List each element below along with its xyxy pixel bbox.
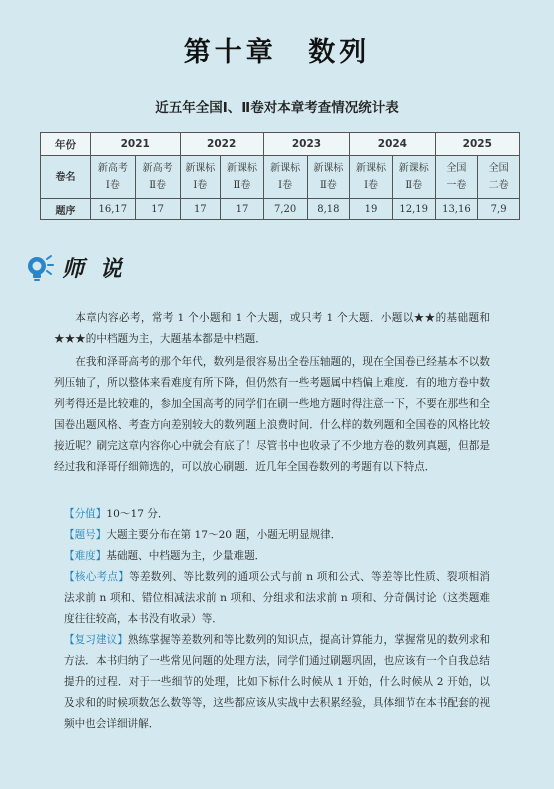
- feature-difficulty: [54, 546, 490, 567]
- order-cell: 13,16: [435, 199, 478, 220]
- order-cell: 19: [350, 199, 393, 220]
- paper-header: 卷名: [41, 156, 91, 199]
- feature-text: 基础题、中档题为主，少量难题．: [106, 550, 266, 562]
- year-cell: 2022: [180, 133, 263, 156]
- paper-cell: 全国 二卷: [478, 156, 520, 199]
- order-cell: 17: [135, 199, 180, 220]
- table-caption: 近五年全国Ⅰ、Ⅱ卷对本章考查情况统计表: [155, 100, 399, 116]
- paper-cell: 新高考 Ⅱ卷: [135, 156, 180, 199]
- paper-cell: 新课标 Ⅱ卷: [392, 156, 435, 199]
- order-cell: 7,9: [478, 199, 520, 220]
- paper-cell: 新课标 Ⅰ卷: [180, 156, 221, 199]
- year-header: 年份: [41, 133, 91, 156]
- feature-tag: 【核心考点】: [64, 571, 130, 583]
- year-cell: 2025: [435, 133, 519, 156]
- feature-text: 大题主要分布在第 17～20 题，小题无明显规律．: [106, 529, 342, 541]
- feature-text: 等差数列、等比数列的通项公式与前 n 项和公式、等差等比性质、裂项相消法求前 n 项和、错位相减法求前 n 项和、分组求和法求前 n 项和、分奇偶讨论（这类题难度往往较高，本书没有收录）等．: [64, 571, 491, 625]
- year-header-row: [41, 133, 520, 156]
- feature-tag: 【题号】: [64, 529, 107, 541]
- feature-text: 10～17 分．: [106, 508, 169, 520]
- feature-review-advice: [54, 630, 490, 735]
- feature-tag: 【难度】: [64, 550, 107, 562]
- paper-cell: 新课标 Ⅰ卷: [263, 156, 307, 199]
- order-header: 题序: [41, 199, 91, 220]
- feature-core-topics: [54, 567, 490, 630]
- order-cell: 17: [180, 199, 221, 220]
- feature-text: 熟练掌握等差数列和等比数列的知识点，提高计算能力，掌握常见的数列求和方法．本书归纳了一些常见问题的处理方法，同学们通过刷题巩固，也应该有一个自我总结提升的过程．对于一些细节的处理，比如下标什么时候从 1 开始，什么时候从 2 开始，以及求和的时候项数怎么数等等，这些都应该从实战中去积累经验，具体细节在本书配套的视频中也会详细讲解．: [64, 634, 491, 730]
- paper-row: [41, 156, 520, 199]
- year-cell: 2021: [90, 133, 180, 156]
- paper-cell: 全国 一卷: [435, 156, 478, 199]
- paper-cell: 新课标 Ⅱ卷: [307, 156, 350, 199]
- exam-stats-table: [40, 132, 520, 220]
- paragraph-intro: 本章内容必考，常考 1 个小题和 1 个大题，或只考 1 个大题．小题以★★的基础题和★★★的中档题为主，大题基本都是中档题．: [54, 312, 490, 345]
- section-heading: [24, 252, 126, 283]
- lightbulb-speaker-icon: [24, 253, 54, 283]
- feature-tag: 【分值】: [64, 508, 107, 520]
- order-row: [41, 199, 520, 220]
- feature-score: [54, 504, 490, 525]
- paper-cell: 新课标 Ⅰ卷: [350, 156, 393, 199]
- year-cell: 2023: [263, 133, 349, 156]
- chapter-title: 第十章 数列: [183, 37, 371, 68]
- paper-cell: 新高考 Ⅰ卷: [90, 156, 135, 199]
- order-cell: 17: [221, 199, 264, 220]
- order-cell: 7,20: [263, 199, 307, 220]
- paragraph-background: 在我和泽哥高考的那个年代，数列是很容易出全卷压轴题的，现在全国卷已经基本不以数列压轴了，所以整体来看难度有所下降，但仍然有一些考题属中档偏上难度．有的地方卷中数列考得还是比较难的，参加全国高考的同学们在刷一些地方题时得注意一下，不要在那些和全国卷出题风格、考查方向差别较大的数列题上浪费时间．什么样的数列题和全国卷的风格比较接近呢？刷完这章内容你心中就会有底了！尽管书中也收录了不少地方卷的数列真题，但都是经过我和泽哥仔细筛选的，可以放心刷题．近几年全国卷数列的考题有以下特点．: [54, 356, 490, 473]
- order-cell: 12,19: [392, 199, 435, 220]
- feature-tag: 【复习建议】: [64, 634, 128, 646]
- order-cell: 16,17: [90, 199, 135, 220]
- paper-cell: 新课标 Ⅱ卷: [221, 156, 264, 199]
- section-label: 师 说: [62, 257, 126, 282]
- order-cell: 8,18: [307, 199, 350, 220]
- feature-question-number: [54, 525, 490, 546]
- year-cell: 2024: [350, 133, 435, 156]
